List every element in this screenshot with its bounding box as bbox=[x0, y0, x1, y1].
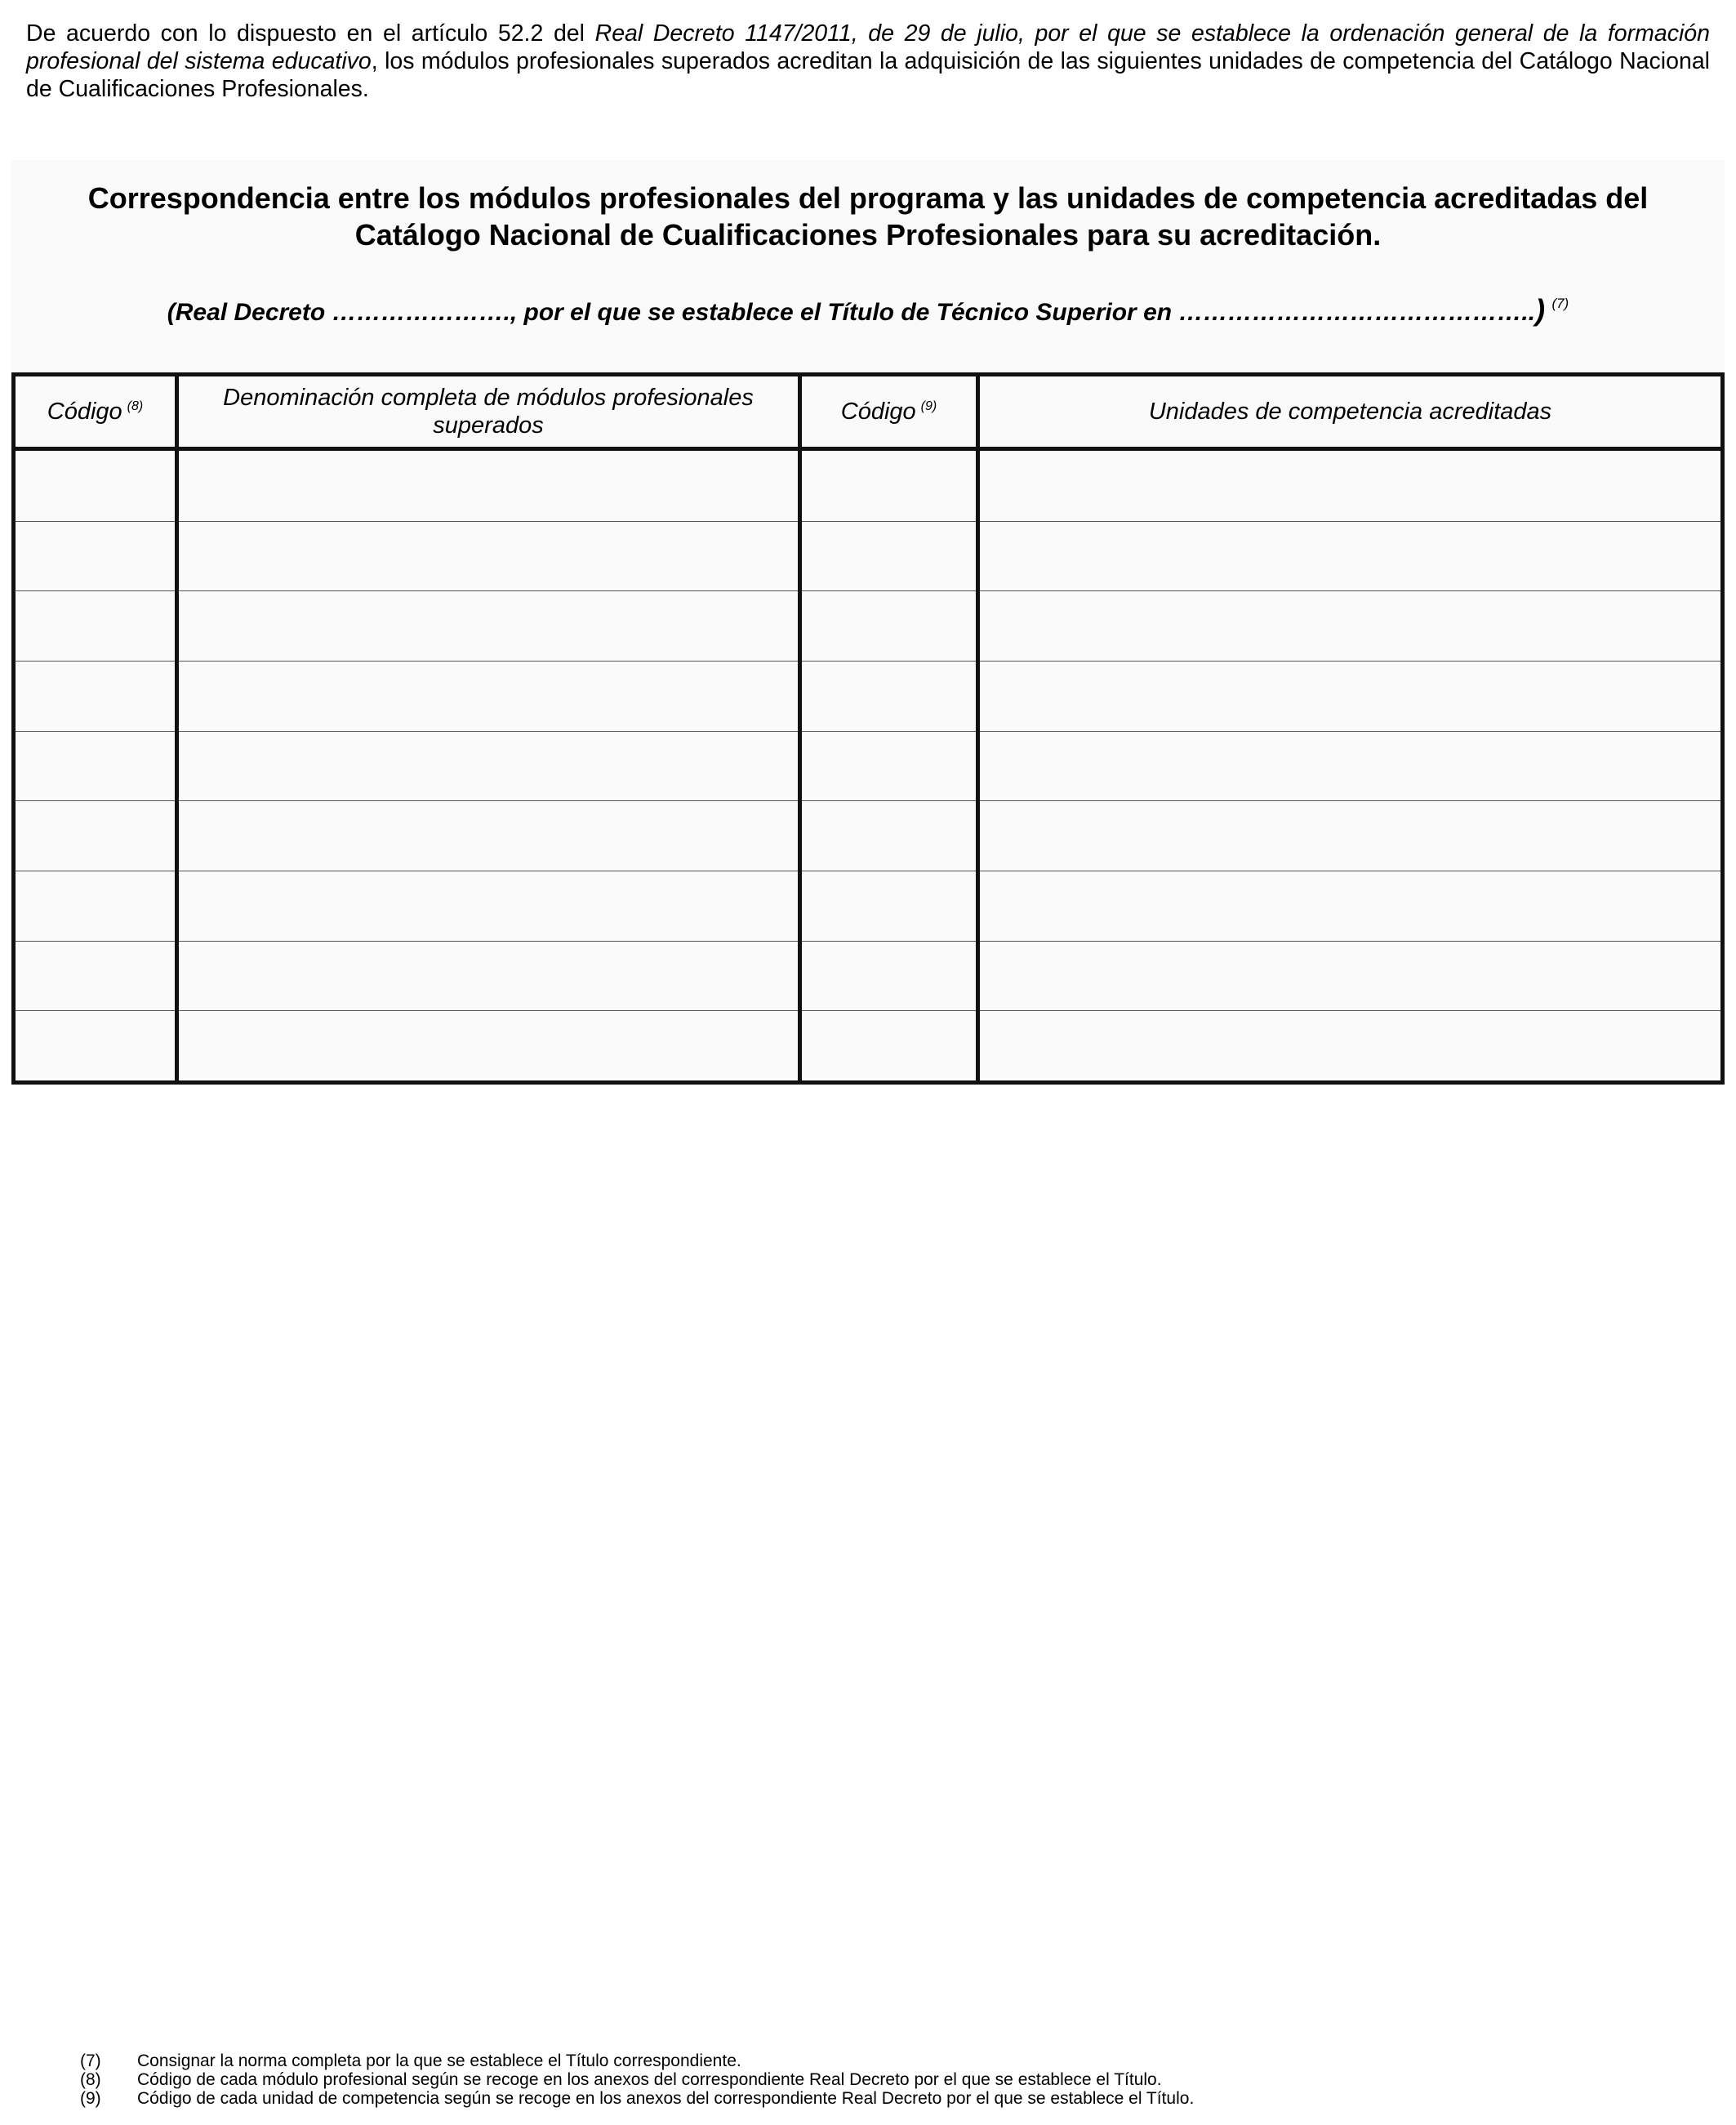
header-unidades: Unidades de competencia acreditadas bbox=[1148, 399, 1552, 425]
table-row bbox=[16, 521, 1720, 591]
intro-paragraph bbox=[26, 20, 1710, 103]
table-cell bbox=[16, 732, 175, 801]
table-cell bbox=[179, 732, 798, 801]
footnote-8: (8) Código de cada módulo profesional según se recoge en los anexos del correspondiente Real Decreto por el que se establece el Título. bbox=[80, 2070, 1162, 2089]
table-cell bbox=[980, 662, 1720, 731]
footnote-ref-7: (7) bbox=[1551, 296, 1569, 311]
intro-text-citation: Real Decreto 1147/2011, de 29 de julio, por el que se establece la ordenación general de la formación profesional del sistema educativo bbox=[26, 20, 1710, 74]
table-row bbox=[16, 590, 1720, 661]
table-cell bbox=[179, 522, 798, 591]
table-row bbox=[16, 941, 1720, 1011]
table-cell bbox=[179, 662, 798, 731]
table-cell bbox=[802, 942, 976, 1011]
panel-subtitle-text: (Real Decreto …………………., por el que se establece el Título de Técnico Superior en …………………………………….. bbox=[167, 299, 1536, 326]
footnote-ref-8: (8) bbox=[127, 399, 144, 413]
table-header-row bbox=[16, 376, 1720, 451]
table-cell bbox=[802, 662, 976, 731]
table-cell bbox=[980, 522, 1720, 591]
table-cell bbox=[980, 591, 1720, 661]
table-row bbox=[16, 800, 1720, 871]
correspondence-table bbox=[11, 372, 1725, 1085]
panel-title-line-1: Correspondencia entre los módulos profesionales del programa y las unidades de competencia acreditadas del bbox=[87, 181, 1649, 215]
footnotes bbox=[80, 2051, 1631, 2108]
table-cell bbox=[179, 871, 798, 941]
table-cell bbox=[179, 1011, 798, 1080]
header-codigo-unidad: Código $^{(9)}$ bbox=[802, 376, 976, 447]
table-cell bbox=[980, 801, 1720, 871]
table-row bbox=[16, 731, 1720, 801]
table-row bbox=[16, 661, 1720, 731]
table-cell bbox=[802, 732, 976, 801]
table-cell bbox=[980, 1011, 1720, 1080]
table-cell bbox=[802, 1011, 976, 1080]
table-row bbox=[16, 1010, 1720, 1080]
table-cell bbox=[16, 801, 175, 871]
intro-text-end: , los módulos profesionales superados acreditan la adquisición de las siguientes unidades de competencia del Catálogo Nacional de Cualificaciones Profesionales. bbox=[26, 48, 1711, 102]
footnote-ref-9: (9) bbox=[920, 399, 937, 413]
table-cell bbox=[179, 451, 798, 521]
footnote-7: (7) Consignar la norma completa por la que se establece el Título correspondiente. bbox=[80, 2051, 741, 2070]
table-cell bbox=[16, 1011, 175, 1080]
header-denominacion: Denominación completa de módulos profesionales superados bbox=[223, 385, 754, 439]
table-cell bbox=[16, 522, 175, 591]
intro-text-start: De acuerdo con lo dispuesto en el artículo 52.2 del bbox=[26, 20, 595, 47]
table-cell bbox=[179, 942, 798, 1011]
table-cell bbox=[16, 451, 175, 521]
panel-subtitle-close: ) bbox=[1535, 293, 1546, 327]
table-cell bbox=[802, 871, 976, 941]
column-divider bbox=[976, 376, 980, 1080]
table-cell bbox=[980, 942, 1720, 1011]
correspondence-panel bbox=[11, 160, 1725, 372]
panel-title-line-2: Catálogo Nacional de Cualificaciones Profesionales para su acreditación. bbox=[354, 218, 1382, 252]
footnote-9: (9) Código de cada unidad de competencia según se recoge en los anexos del correspondiente Real Decreto por el que se establece el Título. bbox=[80, 2089, 1195, 2108]
table-cell bbox=[16, 871, 175, 941]
panel-subtitle bbox=[11, 292, 1725, 327]
column-divider bbox=[175, 376, 179, 1080]
table-cell bbox=[179, 591, 798, 661]
header-codigo-modulo: Código $^{(8)}$ bbox=[16, 376, 175, 447]
table-cell bbox=[16, 591, 175, 661]
table-cell bbox=[980, 451, 1720, 521]
table-cell bbox=[980, 732, 1720, 801]
table-cell bbox=[802, 801, 976, 871]
column-divider bbox=[798, 376, 802, 1080]
table-cell bbox=[802, 451, 976, 521]
table-cell bbox=[16, 662, 175, 731]
table-row bbox=[16, 871, 1720, 941]
table-cell bbox=[980, 871, 1720, 941]
table-cell bbox=[802, 522, 976, 591]
panel-title bbox=[11, 180, 1725, 253]
table-cell bbox=[16, 942, 175, 1011]
table-row bbox=[16, 451, 1720, 521]
table-cell bbox=[802, 591, 976, 661]
table-cell bbox=[179, 801, 798, 871]
